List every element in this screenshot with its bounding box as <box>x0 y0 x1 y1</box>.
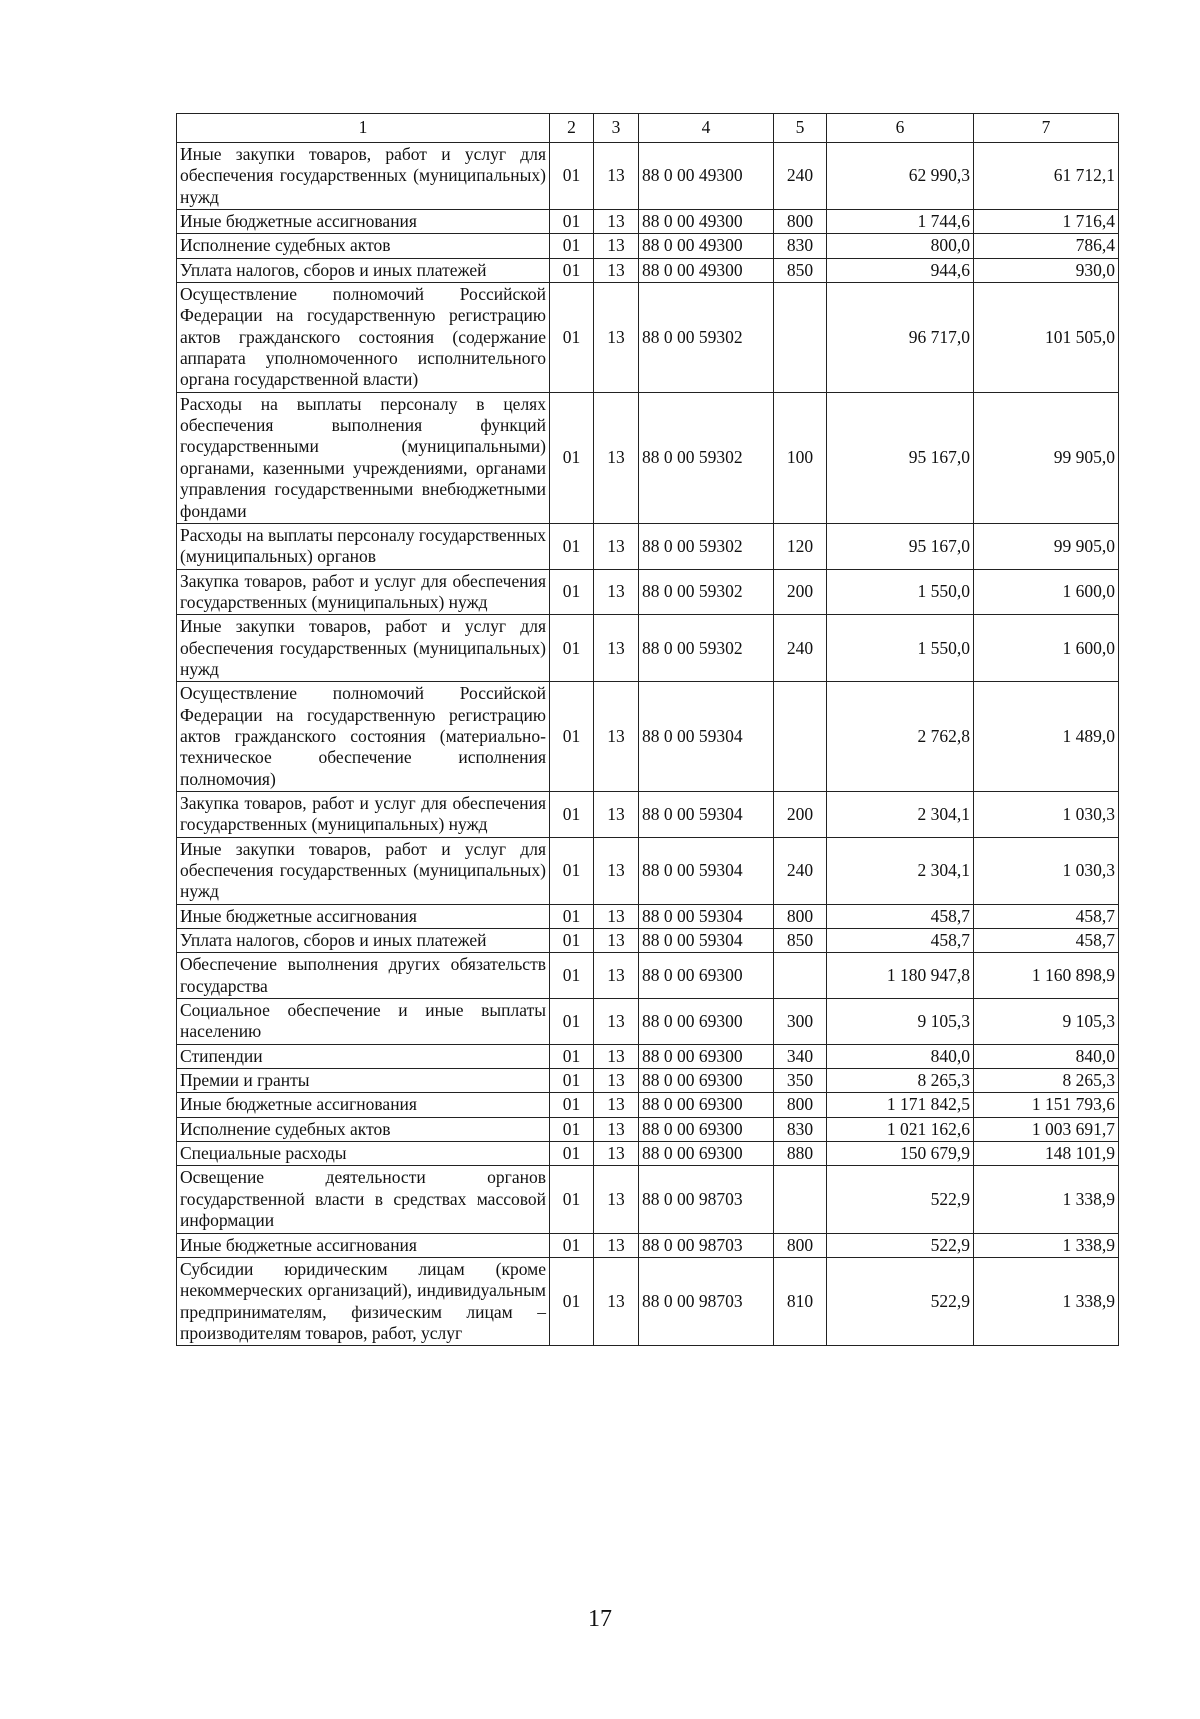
budget-table <box>176 113 1119 1346</box>
column-header: 1 <box>177 114 550 143</box>
target-article-cell: 88 0 00 98703 <box>639 1257 774 1345</box>
table-row <box>177 1166 1119 1233</box>
expense-type-cell: 100 <box>774 392 827 523</box>
target-article-cell: 88 0 00 59302 <box>639 615 774 682</box>
table-row <box>177 791 1119 837</box>
row-name-cell: Расходы на выплаты персоналу государственных (муниципальных) органов <box>177 523 550 569</box>
subsection-code-cell: 13 <box>594 1142 639 1166</box>
target-article-cell: 88 0 00 59302 <box>639 523 774 569</box>
section-code-cell: 01 <box>550 569 594 615</box>
amount-col6-cell: 95 167,0 <box>827 392 974 523</box>
expense-type-cell <box>774 283 827 393</box>
table-row <box>177 1142 1119 1166</box>
section-code-cell: 01 <box>550 143 594 210</box>
target-article-cell: 88 0 00 69300 <box>639 1044 774 1068</box>
table-row <box>177 143 1119 210</box>
amount-col6-cell: 1 180 947,8 <box>827 953 974 999</box>
target-article-cell: 88 0 00 69300 <box>639 999 774 1045</box>
table-row <box>177 1044 1119 1068</box>
amount-col7-cell: 1 600,0 <box>974 569 1119 615</box>
column-header: 4 <box>639 114 774 143</box>
row-name-cell: Осуществление полномочий Российской Федерации на государственную регистрацию актов гражданского состояния (содержание аппарата уполномоченного исполнительного органа государственной власти) <box>177 283 550 393</box>
column-header: 3 <box>594 114 639 143</box>
subsection-code-cell: 13 <box>594 210 639 234</box>
table-row <box>177 953 1119 999</box>
table-header <box>177 114 1119 143</box>
amount-col6-cell: 150 679,9 <box>827 1142 974 1166</box>
expense-type-cell: 240 <box>774 143 827 210</box>
column-header: 6 <box>827 114 974 143</box>
amount-col6-cell: 944,6 <box>827 258 974 282</box>
row-name-cell: Обеспечение выполнения других обязательств государства <box>177 953 550 999</box>
amount-col7-cell: 1 338,9 <box>974 1233 1119 1257</box>
section-code-cell: 01 <box>550 1257 594 1345</box>
row-name-cell: Закупка товаров, работ и услуг для обеспечения государственных (муниципальных) нужд <box>177 791 550 837</box>
table-row <box>177 1069 1119 1093</box>
amount-col6-cell: 1 021 162,6 <box>827 1117 974 1141</box>
subsection-code-cell: 13 <box>594 1093 639 1117</box>
subsection-code-cell: 13 <box>594 392 639 523</box>
table-body <box>177 143 1119 1346</box>
table-row <box>177 523 1119 569</box>
expense-type-cell: 350 <box>774 1069 827 1093</box>
section-code-cell: 01 <box>550 1233 594 1257</box>
amount-col6-cell: 2 304,1 <box>827 791 974 837</box>
amount-col7-cell: 101 505,0 <box>974 283 1119 393</box>
amount-col7-cell: 930,0 <box>974 258 1119 282</box>
target-article-cell: 88 0 00 59304 <box>639 682 774 792</box>
subsection-code-cell: 13 <box>594 143 639 210</box>
table-row <box>177 1257 1119 1345</box>
subsection-code-cell: 13 <box>594 569 639 615</box>
row-name-cell: Уплата налогов, сборов и иных платежей <box>177 258 550 282</box>
subsection-code-cell: 13 <box>594 283 639 393</box>
amount-col6-cell: 62 990,3 <box>827 143 974 210</box>
amount-col6-cell: 96 717,0 <box>827 283 974 393</box>
amount-col7-cell: 99 905,0 <box>974 392 1119 523</box>
table-row <box>177 569 1119 615</box>
amount-col7-cell: 1 160 898,9 <box>974 953 1119 999</box>
amount-col6-cell: 1 744,6 <box>827 210 974 234</box>
row-name-cell: Исполнение судебных актов <box>177 234 550 258</box>
expense-type-cell: 850 <box>774 929 827 953</box>
amount-col6-cell: 522,9 <box>827 1233 974 1257</box>
target-article-cell: 88 0 00 59304 <box>639 929 774 953</box>
amount-col7-cell: 1 030,3 <box>974 791 1119 837</box>
amount-col6-cell: 840,0 <box>827 1044 974 1068</box>
section-code-cell: 01 <box>550 1044 594 1068</box>
expense-type-cell: 880 <box>774 1142 827 1166</box>
subsection-code-cell: 13 <box>594 1069 639 1093</box>
section-code-cell: 01 <box>550 904 594 928</box>
amount-col7-cell: 99 905,0 <box>974 523 1119 569</box>
subsection-code-cell: 13 <box>594 523 639 569</box>
target-article-cell: 88 0 00 59302 <box>639 283 774 393</box>
amount-col6-cell: 2 762,8 <box>827 682 974 792</box>
expense-type-cell: 830 <box>774 1117 827 1141</box>
table-row <box>177 210 1119 234</box>
table-row <box>177 258 1119 282</box>
target-article-cell: 88 0 00 59304 <box>639 791 774 837</box>
row-name-cell: Осуществление полномочий Российской Федерации на государственную регистрацию актов гражданского состояния (материально-техническое обеспечение исполнения полномочия) <box>177 682 550 792</box>
section-code-cell: 01 <box>550 392 594 523</box>
amount-col6-cell: 95 167,0 <box>827 523 974 569</box>
table-row <box>177 234 1119 258</box>
amount-col6-cell: 800,0 <box>827 234 974 258</box>
table-row <box>177 999 1119 1045</box>
target-article-cell: 88 0 00 59304 <box>639 837 774 904</box>
target-article-cell: 88 0 00 69300 <box>639 953 774 999</box>
table-row <box>177 1117 1119 1141</box>
expense-type-cell: 800 <box>774 1233 827 1257</box>
row-name-cell: Закупка товаров, работ и услуг для обеспечения государственных (муниципальных) нужд <box>177 569 550 615</box>
amount-col7-cell: 1 030,3 <box>974 837 1119 904</box>
section-code-cell: 01 <box>550 837 594 904</box>
table-row <box>177 904 1119 928</box>
section-code-cell: 01 <box>550 1069 594 1093</box>
table-row <box>177 615 1119 682</box>
expense-type-cell: 340 <box>774 1044 827 1068</box>
expense-type-cell <box>774 682 827 792</box>
target-article-cell: 88 0 00 49300 <box>639 258 774 282</box>
table-row <box>177 283 1119 393</box>
amount-col6-cell: 458,7 <box>827 929 974 953</box>
amount-col7-cell: 840,0 <box>974 1044 1119 1068</box>
section-code-cell: 01 <box>550 1093 594 1117</box>
amount-col7-cell: 1 716,4 <box>974 210 1119 234</box>
amount-col6-cell: 8 265,3 <box>827 1069 974 1093</box>
amount-col6-cell: 522,9 <box>827 1257 974 1345</box>
row-name-cell: Иные закупки товаров, работ и услуг для обеспечения государственных (муниципальных) нужд <box>177 143 550 210</box>
row-name-cell: Иные бюджетные ассигнования <box>177 1093 550 1117</box>
expense-type-cell: 800 <box>774 904 827 928</box>
target-article-cell: 88 0 00 59304 <box>639 904 774 928</box>
row-name-cell: Субсидии юридическим лицам (кроме некоммерческих организаций), индивидуальным предпринимателям, физическим лицам – производителям товаров, работ, услуг <box>177 1257 550 1345</box>
subsection-code-cell: 13 <box>594 258 639 282</box>
amount-col7-cell: 1 338,9 <box>974 1166 1119 1233</box>
row-name-cell: Иные бюджетные ассигнования <box>177 210 550 234</box>
row-name-cell: Расходы на выплаты персоналу в целях обеспечения выполнения функций государственными (муниципальными) органами, казенными учреждениями, органами управления государственными внебюджетными фондами <box>177 392 550 523</box>
section-code-cell: 01 <box>550 682 594 792</box>
subsection-code-cell: 13 <box>594 1233 639 1257</box>
expense-type-cell: 240 <box>774 837 827 904</box>
target-article-cell: 88 0 00 59302 <box>639 569 774 615</box>
subsection-code-cell: 13 <box>594 234 639 258</box>
section-code-cell: 01 <box>550 1117 594 1141</box>
section-code-cell: 01 <box>550 791 594 837</box>
section-code-cell: 01 <box>550 210 594 234</box>
subsection-code-cell: 13 <box>594 1117 639 1141</box>
expense-type-cell: 240 <box>774 615 827 682</box>
table-row <box>177 682 1119 792</box>
row-name-cell: Исполнение судебных актов <box>177 1117 550 1141</box>
amount-col7-cell: 1 338,9 <box>974 1257 1119 1345</box>
column-header: 7 <box>974 114 1119 143</box>
page-number: 17 <box>588 1606 612 1632</box>
row-name-cell: Иные закупки товаров, работ и услуг для обеспечения государственных (муниципальных) нужд <box>177 615 550 682</box>
amount-col6-cell: 1 171 842,5 <box>827 1093 974 1117</box>
amount-col7-cell: 458,7 <box>974 904 1119 928</box>
amount-col7-cell: 1 600,0 <box>974 615 1119 682</box>
section-code-cell: 01 <box>550 234 594 258</box>
subsection-code-cell: 13 <box>594 953 639 999</box>
section-code-cell: 01 <box>550 953 594 999</box>
target-article-cell: 88 0 00 98703 <box>639 1166 774 1233</box>
column-header: 5 <box>774 114 827 143</box>
amount-col7-cell: 61 712,1 <box>974 143 1119 210</box>
section-code-cell: 01 <box>550 523 594 569</box>
section-code-cell: 01 <box>550 283 594 393</box>
subsection-code-cell: 13 <box>594 929 639 953</box>
amount-col6-cell: 458,7 <box>827 904 974 928</box>
target-article-cell: 88 0 00 69300 <box>639 1142 774 1166</box>
target-article-cell: 88 0 00 69300 <box>639 1117 774 1141</box>
target-article-cell: 88 0 00 49300 <box>639 143 774 210</box>
amount-col7-cell: 9 105,3 <box>974 999 1119 1045</box>
section-code-cell: 01 <box>550 1166 594 1233</box>
table-row <box>177 837 1119 904</box>
table-row <box>177 929 1119 953</box>
subsection-code-cell: 13 <box>594 615 639 682</box>
amount-col6-cell: 1 550,0 <box>827 569 974 615</box>
amount-col7-cell: 1 151 793,6 <box>974 1093 1119 1117</box>
expense-type-cell: 120 <box>774 523 827 569</box>
target-article-cell: 88 0 00 98703 <box>639 1233 774 1257</box>
target-article-cell: 88 0 00 49300 <box>639 234 774 258</box>
expense-type-cell <box>774 1166 827 1233</box>
row-name-cell: Освещение деятельности органов государственной власти в средствах массовой информации <box>177 1166 550 1233</box>
subsection-code-cell: 13 <box>594 791 639 837</box>
expense-type-cell: 810 <box>774 1257 827 1345</box>
row-name-cell: Иные бюджетные ассигнования <box>177 904 550 928</box>
table-row <box>177 392 1119 523</box>
subsection-code-cell: 13 <box>594 1257 639 1345</box>
row-name-cell: Уплата налогов, сборов и иных платежей <box>177 929 550 953</box>
table-row <box>177 1233 1119 1257</box>
expense-type-cell: 800 <box>774 1093 827 1117</box>
row-name-cell: Специальные расходы <box>177 1142 550 1166</box>
amount-col7-cell: 458,7 <box>974 929 1119 953</box>
subsection-code-cell: 13 <box>594 1166 639 1233</box>
amount-col6-cell: 1 550,0 <box>827 615 974 682</box>
subsection-code-cell: 13 <box>594 682 639 792</box>
column-number-row <box>177 114 1119 143</box>
target-article-cell: 88 0 00 69300 <box>639 1069 774 1093</box>
section-code-cell: 01 <box>550 929 594 953</box>
target-article-cell: 88 0 00 59302 <box>639 392 774 523</box>
column-header: 2 <box>550 114 594 143</box>
row-name-cell: Стипендии <box>177 1044 550 1068</box>
row-name-cell: Иные закупки товаров, работ и услуг для обеспечения государственных (муниципальных) нужд <box>177 837 550 904</box>
expense-type-cell: 850 <box>774 258 827 282</box>
amount-col6-cell: 522,9 <box>827 1166 974 1233</box>
row-name-cell: Премии и гранты <box>177 1069 550 1093</box>
amount-col6-cell: 2 304,1 <box>827 837 974 904</box>
target-article-cell: 88 0 00 49300 <box>639 210 774 234</box>
expense-type-cell: 200 <box>774 569 827 615</box>
subsection-code-cell: 13 <box>594 837 639 904</box>
amount-col7-cell: 1 489,0 <box>974 682 1119 792</box>
row-name-cell: Иные бюджетные ассигнования <box>177 1233 550 1257</box>
amount-col7-cell: 148 101,9 <box>974 1142 1119 1166</box>
target-article-cell: 88 0 00 69300 <box>639 1093 774 1117</box>
row-name-cell: Социальное обеспечение и иные выплаты населению <box>177 999 550 1045</box>
expense-type-cell: 200 <box>774 791 827 837</box>
expense-type-cell: 800 <box>774 210 827 234</box>
section-code-cell: 01 <box>550 1142 594 1166</box>
section-code-cell: 01 <box>550 615 594 682</box>
section-code-cell: 01 <box>550 258 594 282</box>
amount-col7-cell: 8 265,3 <box>974 1069 1119 1093</box>
amount-col6-cell: 9 105,3 <box>827 999 974 1045</box>
section-code-cell: 01 <box>550 999 594 1045</box>
subsection-code-cell: 13 <box>594 999 639 1045</box>
subsection-code-cell: 13 <box>594 904 639 928</box>
expense-type-cell <box>774 953 827 999</box>
expense-type-cell: 830 <box>774 234 827 258</box>
subsection-code-cell: 13 <box>594 1044 639 1068</box>
expense-type-cell: 300 <box>774 999 827 1045</box>
table-row <box>177 1093 1119 1117</box>
amount-col7-cell: 786,4 <box>974 234 1119 258</box>
amount-col7-cell: 1 003 691,7 <box>974 1117 1119 1141</box>
